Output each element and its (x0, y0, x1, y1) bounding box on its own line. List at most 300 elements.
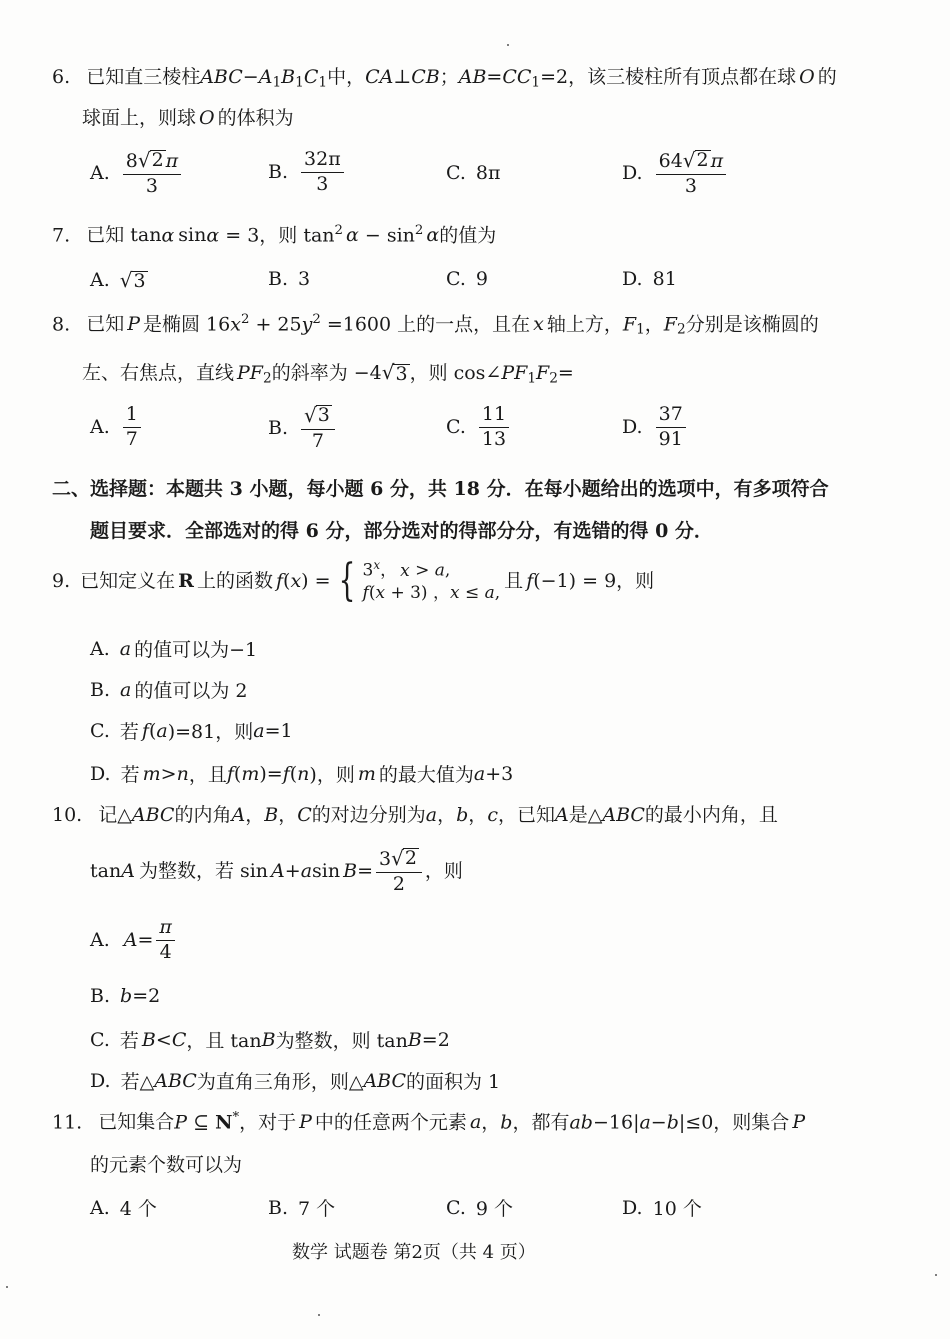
q8-line1 (52, 312, 819, 338)
q6-option-d[interactable] (622, 150, 729, 197)
q9-var: a (120, 678, 132, 701)
q9-var: f (275, 569, 284, 592)
q10-text: < (155, 1028, 172, 1051)
option-label: C. (446, 268, 466, 290)
q8-var: y (301, 313, 313, 336)
q6-var: B (281, 66, 296, 88)
q10-var: ABC (154, 1069, 197, 1092)
option-value: 的值可以为 2 (134, 680, 248, 702)
q6-symbol: = (486, 66, 503, 88)
q9-text: + 3) ， (385, 583, 450, 604)
q10-var: C (171, 1028, 187, 1051)
q8-var: x (533, 313, 544, 336)
q7-sup: 2 (334, 223, 343, 238)
option-label: A. (90, 162, 110, 185)
q9-text: 的最大值为 (378, 764, 474, 786)
q9-text: ≤ (459, 583, 485, 604)
option-label: C. (446, 1196, 466, 1219)
denominator: 13 (481, 427, 507, 450)
option-value: =2 (132, 985, 161, 1007)
q9-text: > (160, 762, 177, 785)
q10-var: ABC (363, 1069, 407, 1092)
q6-sub: 1 (531, 74, 541, 91)
q8-var: PF (501, 362, 528, 384)
q11-line2: 的元素个数可以为 (90, 1154, 243, 1176)
q9-option-d[interactable] (90, 760, 513, 787)
q6-sub: 1 (295, 74, 304, 91)
numerator: π (156, 918, 175, 941)
brace-icon: { (338, 555, 355, 607)
q10-text: ，则 (424, 860, 463, 883)
q7-var: α (426, 224, 440, 247)
option-value: 10 个 (652, 1198, 702, 1220)
q6-var: −A (242, 66, 273, 88)
q8-text: 已知 (86, 313, 125, 336)
q10-text: ，已知 (497, 804, 555, 826)
q6-text: 中， (327, 66, 366, 88)
q8-sub: 1 (636, 321, 645, 338)
q8-option-a[interactable] (90, 405, 144, 450)
q8-var: P (127, 313, 140, 336)
q9-case-2 (363, 582, 501, 605)
q10-option-a[interactable] (90, 918, 178, 963)
q9-var: x (449, 583, 460, 604)
option-label: B. (268, 161, 289, 184)
denominator: 3 (684, 174, 697, 197)
radicand: 2 (151, 149, 164, 171)
q8-number: 8. (52, 313, 71, 336)
q6-var: C (303, 66, 319, 88)
q7-number: 7. (52, 224, 71, 247)
option-label: D. (622, 416, 643, 439)
q8-sub: 2 (262, 370, 272, 387)
q6-var: O (799, 66, 815, 88)
option-label: D. (622, 162, 643, 185)
q10-text: sin (312, 860, 341, 883)
q10-text: =2 (421, 1028, 450, 1051)
q6-text: ； (439, 66, 459, 88)
q6-var: CB (411, 66, 440, 88)
option-label: D. (622, 1196, 643, 1219)
q10-var: a (425, 804, 438, 826)
q11-text: 中的任意两个元素 (314, 1111, 467, 1134)
q8-line2 (82, 361, 574, 387)
q9-var: m (142, 762, 161, 785)
option-label: C. (90, 719, 110, 742)
q9-piecewise (331, 557, 501, 605)
q11-text: ，都有 (512, 1111, 570, 1134)
q10-text: ， (468, 804, 488, 826)
q9-text: ( (289, 762, 298, 785)
q10-text: 是△ (568, 804, 603, 826)
q9-var: n (176, 762, 189, 785)
q10-var: C (297, 804, 312, 826)
pi: π (710, 150, 724, 172)
option-label: B. (268, 268, 289, 290)
q9-text: +3 (485, 762, 514, 785)
numerator: 8 (125, 150, 138, 172)
q9-var: R (178, 569, 194, 592)
q8-sub: 1 (527, 370, 537, 387)
numerator: 64 (658, 150, 683, 172)
q9-var: a (484, 583, 495, 604)
q11-var: a (469, 1111, 482, 1134)
q11-option-c[interactable] (446, 1194, 513, 1221)
q10-text: 记△ (98, 804, 132, 826)
q7-text: = 3，则 tan (219, 224, 335, 247)
q7-var: α (346, 224, 359, 247)
denominator: 7 (311, 429, 324, 452)
option-label: A. (90, 1196, 110, 1219)
q9-text: ( (148, 719, 157, 742)
denominator: 2 (392, 872, 405, 895)
q9-var: f (226, 762, 234, 785)
q9-text: )，则 (309, 764, 355, 786)
q10-text: ， (278, 804, 298, 826)
q11-text: ，对于 (239, 1111, 297, 1134)
option-label: A. (90, 929, 110, 952)
q8-text: ，则 cos∠ (409, 362, 502, 384)
q10-text: 为直角三角形，则△ (196, 1071, 364, 1093)
q6-text: 球面上，则球 (82, 107, 197, 129)
q8-sup: 2 (240, 312, 250, 327)
q11-number: 11. (52, 1111, 83, 1134)
q8-text: 是椭圆 16 (143, 313, 231, 336)
q11-text: |≤0，则集合 (678, 1111, 790, 1134)
q9-text: 已知定义在 (80, 569, 176, 592)
q7-option-b[interactable] (268, 268, 310, 290)
q9-text: ( (233, 762, 242, 785)
option-label: D. (90, 762, 111, 785)
q8-var: x (230, 313, 241, 336)
denominator: 91 (658, 427, 683, 450)
q10-var: A (271, 860, 285, 883)
page-footer: 数学 试题卷 第2页（共 4 页） (292, 1242, 536, 1263)
option-value: 8π (475, 162, 501, 184)
q11-text: −16| (592, 1111, 640, 1134)
q9-text: )=81，则 (167, 721, 254, 743)
q8-var: PF (237, 362, 263, 384)
q10-option-c[interactable] (90, 1026, 450, 1053)
q9-text: ( (283, 569, 291, 592)
q9-text: 且 (504, 569, 524, 592)
radicand: 2 (696, 149, 709, 171)
option-label: C. (90, 1028, 110, 1051)
q8-text: = (557, 362, 574, 384)
q7-option-a[interactable] (90, 268, 148, 292)
q6-text: =2，该三棱柱所有顶点都在球 (540, 66, 797, 88)
numerator: 1 (123, 405, 141, 428)
denominator: 4 (159, 940, 172, 963)
q10-var: a (300, 860, 313, 883)
q10-var: b (120, 985, 133, 1007)
q7-text: 的值为 (439, 224, 497, 247)
q9-var: f (282, 762, 290, 785)
q6-option-d-fraction (656, 150, 727, 197)
q6-text: 的体积为 (217, 107, 294, 129)
scan-speck (6, 1286, 8, 1288)
q8-var: F (536, 362, 550, 384)
q11-var: ab (569, 1111, 593, 1134)
q7-sup: 2 (414, 223, 424, 238)
q10-fraction (376, 848, 422, 895)
q6-line1 (52, 66, 837, 91)
q9-text: ， (380, 560, 398, 581)
option-label: B. (90, 985, 111, 1007)
q10-var: A (231, 804, 246, 826)
option-label: D. (90, 1069, 111, 1092)
option-label: B. (90, 678, 111, 701)
q10-var: A (554, 804, 569, 826)
q10-text: 的内角 (174, 804, 232, 826)
q6-sub: 1 (272, 74, 282, 91)
q8-text: 左、右焦点，直线 (82, 362, 235, 384)
q6-number: 6. (52, 66, 71, 88)
q9-var: f (526, 569, 534, 592)
q6-line2 (82, 107, 294, 130)
q9-var: n (297, 762, 310, 785)
option-label: D. (622, 268, 643, 290)
q10-text: ，且 tan (186, 1030, 262, 1052)
numerator: 11 (479, 405, 509, 428)
q9-number: 9. (52, 569, 71, 592)
q8-sub: 2 (549, 370, 558, 387)
q10-text: = (357, 860, 373, 883)
section-2-heading: 二、选择题：本题共 3 小题，每小题 6 分，共 18 分．在每小题给出的选项中，有多项符合 (52, 478, 829, 500)
q10-text: ， (245, 804, 265, 826)
q10-var: B (407, 1028, 422, 1051)
q11-var: a (639, 1111, 651, 1134)
q9-text: , (444, 560, 451, 581)
q8-var: F (622, 313, 637, 336)
scan-speck (935, 1274, 937, 1276)
q9-text: ) = (301, 569, 331, 592)
q10-var: B (261, 1028, 276, 1051)
q10-text: 为整数，则 tan (275, 1030, 408, 1052)
q10-text: 若 (119, 1030, 139, 1052)
q6-option-b-fraction (301, 150, 344, 195)
q6-var: CC (502, 66, 532, 88)
q10-text: tan (90, 860, 122, 883)
q8-text: 轴上方， (546, 313, 623, 336)
q6-option-c[interactable] (446, 162, 500, 184)
q10-text: ， (437, 804, 457, 826)
q11-symbol: ⊆ (187, 1111, 216, 1134)
q9-text: =1 (264, 719, 293, 742)
q11-line1 (52, 1110, 805, 1134)
q6-var: ABC (200, 66, 243, 88)
option-value: 9 (475, 268, 488, 290)
q8-option-a-fraction (123, 405, 141, 450)
radicand: 3 (317, 404, 330, 426)
option-value: 3 (298, 268, 311, 290)
q9-var: x (375, 583, 386, 604)
q6-sub: 1 (318, 74, 328, 91)
q9-var: a (119, 637, 132, 660)
radicand: 2 (404, 847, 417, 869)
numerator: 32π (301, 150, 344, 173)
q10-line2 (90, 848, 463, 895)
q10-var: B (264, 804, 279, 826)
q11-option-b[interactable] (268, 1194, 335, 1221)
denominator: 7 (125, 427, 138, 450)
q11-var: P (792, 1111, 806, 1134)
q7-var: α (206, 224, 220, 247)
q9-var: m (241, 762, 260, 785)
q9-sup: x (373, 558, 381, 572)
q9-text: , (494, 583, 501, 604)
q9-text: (−1) = 9，则 (533, 569, 655, 592)
q10-var: B (141, 1028, 156, 1051)
q11-var: P (174, 1111, 188, 1134)
q9-option-b[interactable] (90, 676, 247, 703)
q9-line (52, 557, 654, 605)
q8-var: F (663, 313, 677, 336)
q10-text: 若△ (120, 1071, 155, 1093)
q7-option-c[interactable] (446, 268, 488, 290)
q8-option-d-fraction (656, 405, 686, 450)
q10-var: ABC (602, 804, 645, 826)
q9-option-c[interactable] (90, 717, 293, 744)
numerator: 37 (656, 405, 686, 428)
sqrt: √ 2 (682, 148, 709, 172)
q7-text: sin (178, 224, 207, 247)
q9-option-a[interactable] (90, 635, 257, 662)
option-label: A. (90, 637, 110, 660)
q10-text: 的面积为 1 (406, 1071, 501, 1093)
option-label: A. (90, 416, 110, 439)
q8-option-b-fraction (301, 405, 335, 452)
q9-var: x (400, 560, 410, 581)
sqrt: √ 2 (137, 148, 164, 172)
sqrt: √ 3 (304, 403, 330, 427)
q6-option-b[interactable] (268, 150, 347, 195)
option-value: 81 (652, 268, 677, 290)
option-label: B. (268, 1196, 289, 1219)
q9-text: > (409, 560, 435, 581)
denominator: 3 (145, 174, 159, 197)
q11-text: − (650, 1111, 667, 1134)
q9-text: 若 (119, 721, 139, 743)
q11-option-a[interactable] (90, 1194, 157, 1221)
q10-var: b (456, 804, 469, 826)
q10-text: + (284, 860, 301, 883)
q10-var: B (343, 860, 358, 883)
q11-option-d[interactable] (622, 1194, 702, 1221)
q9-text: 3 (362, 560, 374, 581)
q8-option-c[interactable] (446, 405, 512, 450)
q6-text: 的 (817, 66, 837, 88)
q9-var: m (357, 762, 376, 785)
q8-option-b[interactable] (268, 405, 338, 452)
q8-text: + 25 (249, 313, 302, 336)
q9-case-1 (363, 557, 501, 582)
q8-sub: 2 (676, 321, 686, 338)
option-label: C. (446, 416, 466, 439)
q7-var: α (161, 224, 175, 247)
q8-text: ， (644, 313, 664, 336)
q6-var: CA (365, 66, 394, 88)
q10-text: 为整数，若 sin (138, 860, 269, 883)
q7-line (52, 223, 496, 247)
q10-text: = (137, 929, 154, 952)
pi: π (165, 150, 179, 172)
scan-speck (507, 44, 509, 46)
q6-symbol: ⊥ (393, 66, 412, 88)
option-value: 9 个 (475, 1198, 514, 1220)
q9-text: 若 (120, 764, 140, 786)
q9-text: )= (259, 762, 283, 785)
q8-text: 分别是该椭圆的 (685, 313, 819, 336)
option-label: B. (268, 417, 289, 440)
q10-option-b[interactable] (90, 985, 160, 1007)
sqrt: √ 3 (119, 268, 146, 293)
denominator: 3 (316, 172, 329, 195)
q11-var: N (215, 1111, 233, 1134)
q10-text: 的最小内角，且 (644, 804, 778, 826)
q11-text: 已知集合 (98, 1111, 175, 1134)
radicand: 3 (133, 270, 146, 293)
q8-text: =1600 上的一点，且在 (320, 313, 531, 336)
sqrt: √ 2 (391, 846, 417, 870)
q9-var: a (156, 719, 168, 742)
q10-line1 (52, 804, 778, 827)
q11-var: b (666, 1111, 679, 1134)
sqrt: √ 3 (381, 360, 408, 385)
q11-var: P (299, 1111, 312, 1134)
q11-var: b (500, 1111, 513, 1134)
section-2-instructions: 题目要求．全部选对的得 6 分，部分选对的得部分分，有选错的得 0 分． (90, 520, 713, 542)
q7-option-d[interactable] (622, 268, 677, 290)
q9-var: a (253, 719, 265, 742)
q9-text: ，且 (188, 764, 227, 786)
q6-option-a[interactable] (90, 150, 184, 197)
q9-var: a (434, 560, 445, 581)
q7-text: − sin (358, 224, 415, 247)
q10-var: c (487, 804, 498, 826)
q8-sup: 2 (312, 312, 321, 327)
q6-var: O (199, 107, 215, 129)
q10-var: A (121, 860, 135, 883)
numerator: 3 (379, 848, 392, 870)
q6-option-a-fraction (123, 150, 181, 197)
q9-var: f (362, 583, 369, 604)
q9-var: f (141, 719, 149, 742)
q10-option-d[interactable] (90, 1067, 500, 1094)
option-value: 的值可以为−1 (134, 639, 258, 661)
q10-number: 10. (52, 804, 83, 826)
q7-text: 已知 tan (86, 224, 162, 247)
scan-speck (318, 1314, 320, 1316)
q9-text: 上的函数 (196, 569, 273, 592)
option-value: 7 个 (298, 1198, 336, 1220)
radicand: 3 (395, 363, 408, 385)
q10-var: A (123, 929, 138, 952)
option-label: A. (90, 269, 110, 291)
q9-var: a (473, 762, 486, 785)
q6-var: AB (458, 66, 487, 88)
q8-option-c-fraction (479, 405, 509, 450)
q10-text: 的对边分别为 (311, 804, 426, 826)
q11-sup: * (232, 1110, 240, 1125)
q10-option-a-fraction (156, 918, 175, 963)
q10-var: ABC (131, 804, 175, 826)
option-value: 4 个 (119, 1198, 157, 1220)
q9-text: ( (368, 583, 376, 604)
q8-option-d[interactable] (622, 405, 689, 450)
q8-text: 的斜率为 −4 (271, 362, 382, 384)
q9-var: x (290, 569, 302, 592)
